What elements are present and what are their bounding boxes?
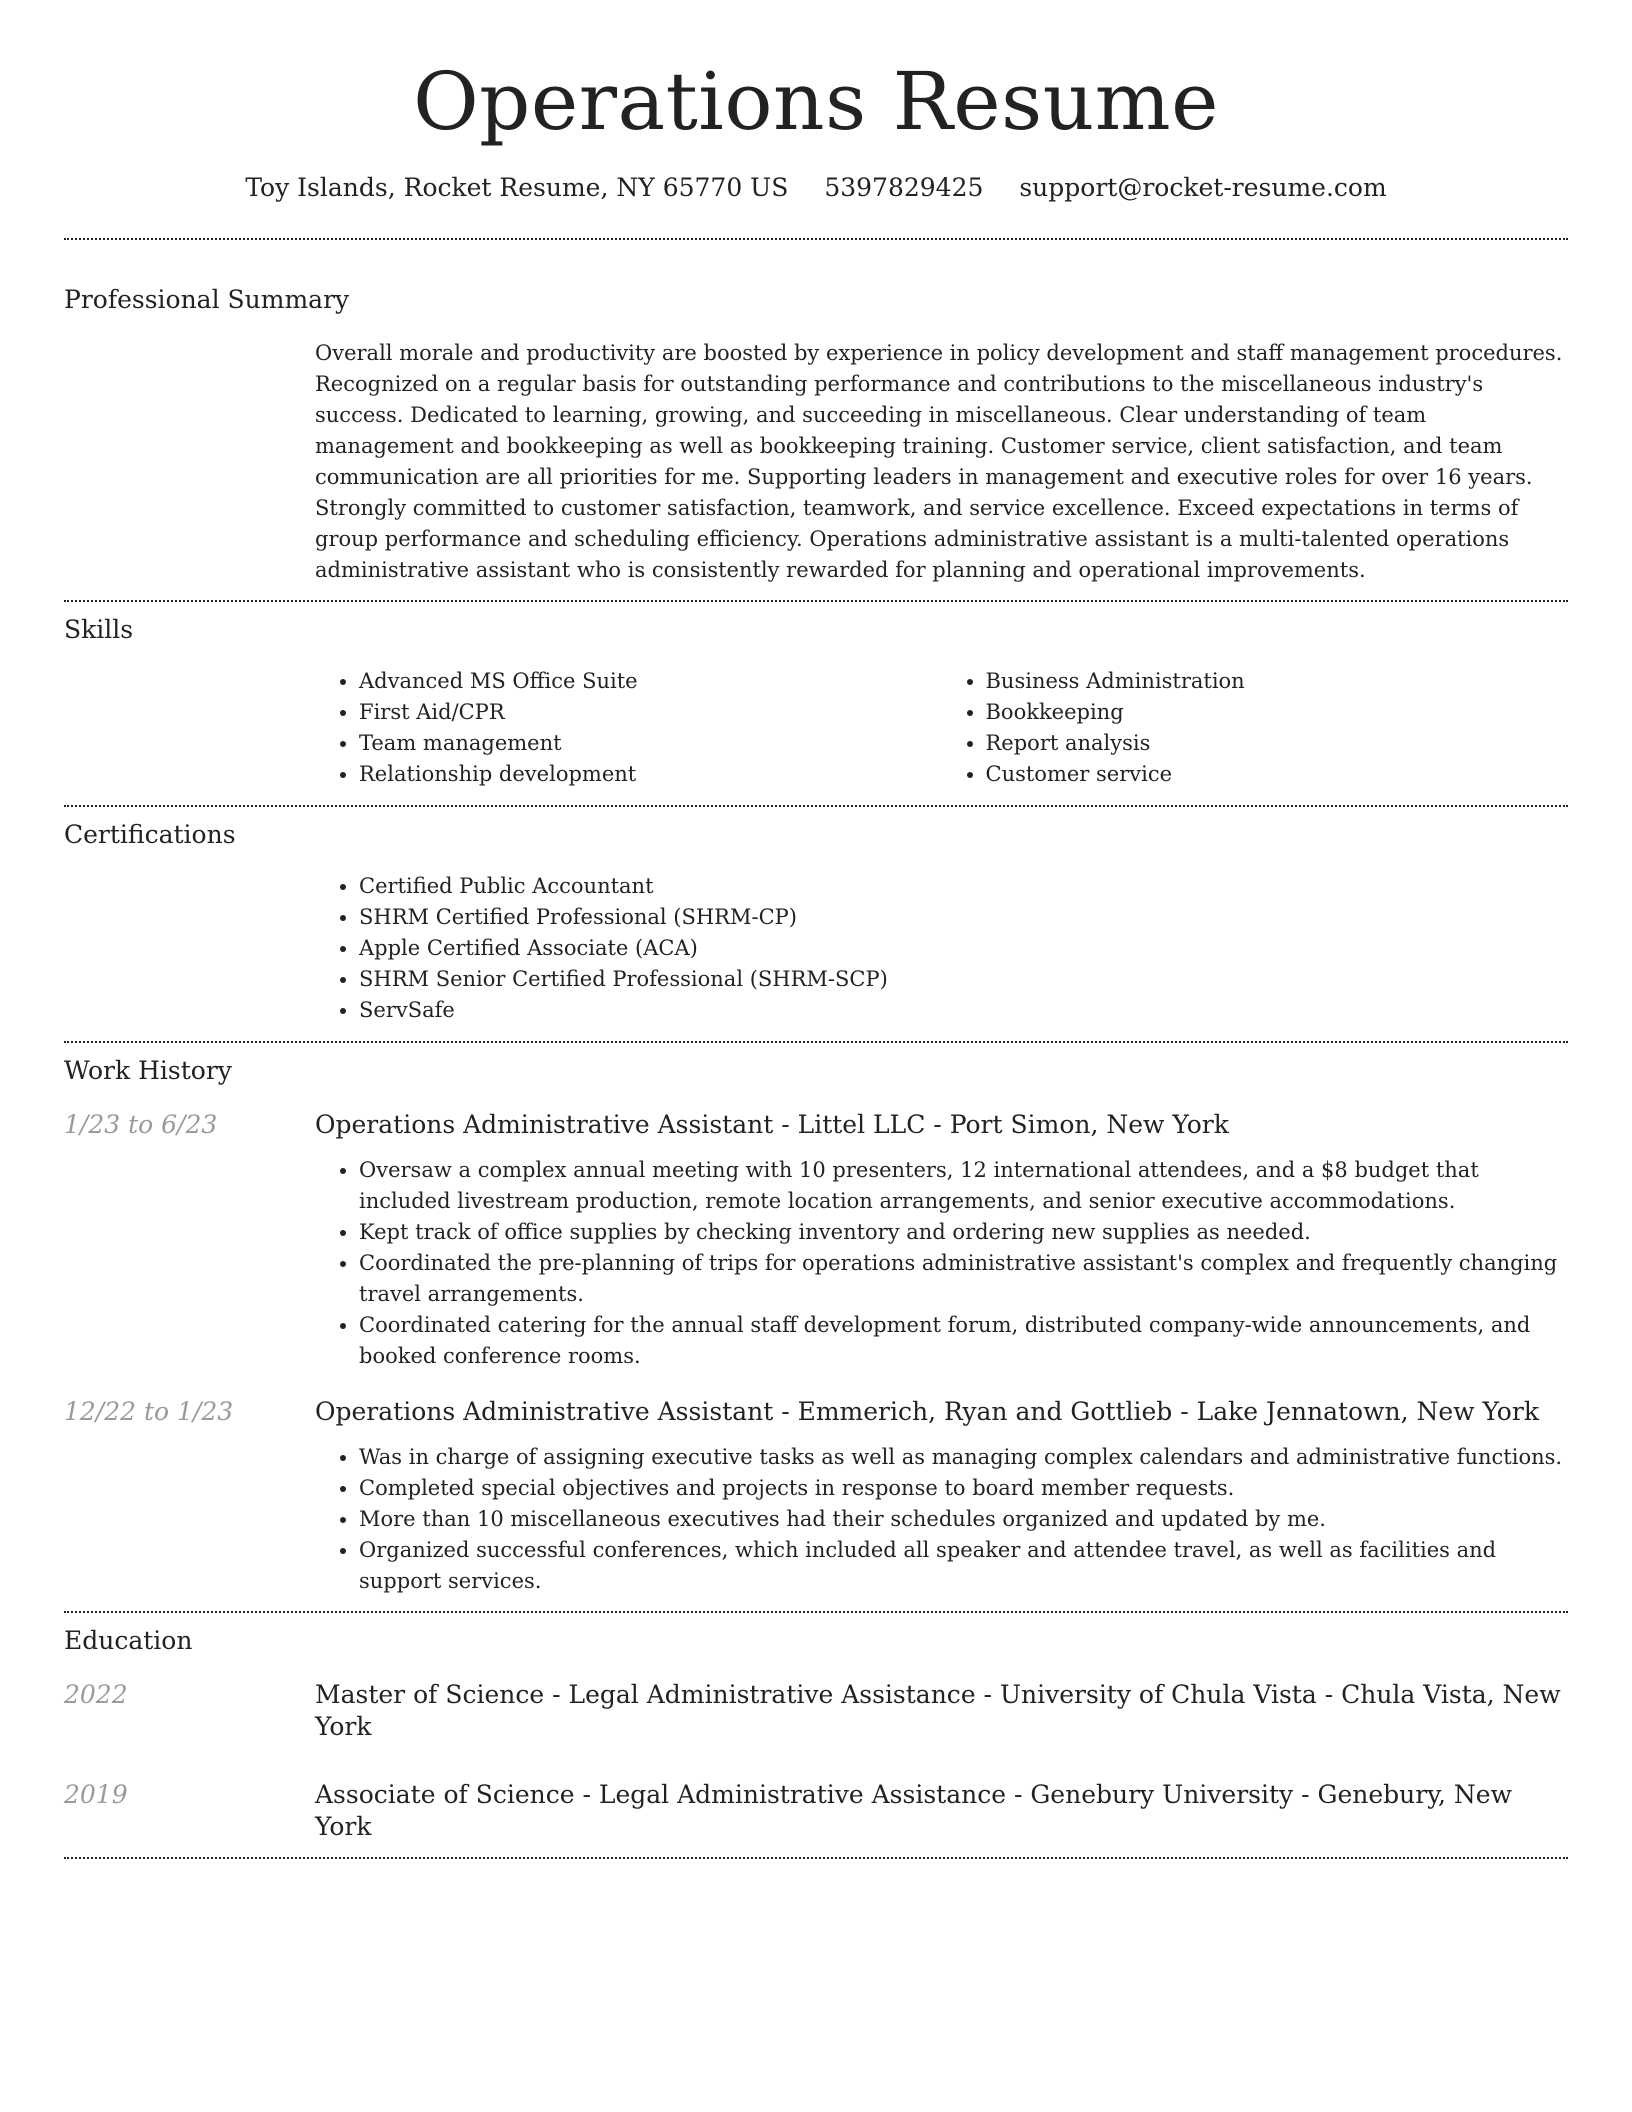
job-entry xyxy=(64,1396,1568,1597)
job-duties-list xyxy=(315,1155,1568,1372)
job-header-row xyxy=(64,1396,1568,1428)
job-duty-item: • Was in charge of assigning executive tasks as well as managing complex calendars and administrative functions. xyxy=(359,1442,1568,1473)
skill-item: • Customer service xyxy=(986,759,1569,790)
education-section xyxy=(64,1613,1568,1857)
job-entry xyxy=(64,1109,1568,1372)
certification-item: • Certified Public Accountant xyxy=(359,871,1568,902)
skills-grid xyxy=(315,666,1568,790)
education-degree: Associate of Science - Legal Administrative Assistance - Genebury University - Genebury, New York xyxy=(315,1780,1512,1841)
job-duty-item: • More than 10 miscellaneous executives had their schedules organized and updated by me. xyxy=(359,1504,1568,1535)
job-duty-item: • Coordinated catering for the annual staff development forum, distributed company-wide announcements, and booked conference rooms. xyxy=(359,1310,1568,1372)
summary-heading: Professional Summary xyxy=(64,285,350,314)
job-duty-item: • Oversaw a complex annual meeting with 10 presenters, 12 international attendees, and a $8 budget that included livestream production, remote location arrangements, and senior executive accommodations. xyxy=(359,1155,1568,1217)
skill-item: • Team management xyxy=(359,728,942,759)
job-duty-item: • Coordinated the pre-planning of trips for operations administrative assistant's complex and frequently changing travel arrangements. xyxy=(359,1248,1568,1310)
certification-item: • Apple Certified Associate (ACA) xyxy=(359,933,1568,964)
summary-section xyxy=(64,240,1568,586)
skill-item: • Report analysis xyxy=(986,728,1569,759)
certifications-content xyxy=(315,871,1568,1026)
certification-item: • SHRM Certified Professional (SHRM-CP) xyxy=(359,902,1568,933)
education-degree: Master of Science - Legal Administrative Assistance - University of Chula Vista - Chula Vista, New York xyxy=(315,1680,1561,1741)
skill-item: • Advanced MS Office Suite xyxy=(359,666,942,697)
education-entry xyxy=(64,1779,1568,1843)
contact-line xyxy=(64,172,1568,204)
job-title: Operations Administrative Assistant - Littel LLC - Port Simon, New York xyxy=(315,1110,1229,1139)
skill-item: • Business Administration xyxy=(986,666,1569,697)
job-dates: 12/22 to 1/23 xyxy=(64,1397,234,1426)
job-duties xyxy=(315,1155,1568,1372)
skills-section xyxy=(64,602,1568,790)
job-duty-item: • Kept track of office supplies by checking inventory and ordering new supplies as needed. xyxy=(359,1217,1568,1248)
education-heading: Education xyxy=(64,1626,193,1655)
education-year: 2019 xyxy=(64,1780,128,1809)
skills-heading: Skills xyxy=(64,615,134,644)
skill-item: • Relationship development xyxy=(359,759,942,790)
education-entry xyxy=(64,1679,1568,1743)
skills-list-right xyxy=(942,666,1569,790)
resume-title: Operations Resume xyxy=(413,55,1219,148)
skills-list-left xyxy=(315,666,942,790)
certifications-heading: Certifications xyxy=(64,820,236,849)
job-duties-list xyxy=(315,1442,1568,1597)
job-duties xyxy=(315,1442,1568,1597)
work-history-heading: Work History xyxy=(64,1056,232,1085)
job-dates: 1/23 to 6/23 xyxy=(64,1110,218,1139)
job-header-row xyxy=(64,1109,1568,1141)
contact-phone: 5397829425 xyxy=(824,173,984,202)
certification-item: • ServSafe xyxy=(359,995,1568,1026)
certification-item: • SHRM Senior Certified Professional (SHRM-SCP) xyxy=(359,964,1568,995)
job-duty-item: • Organized successful conferences, which included all speaker and attendee travel, as well as facilities and support services. xyxy=(359,1535,1568,1597)
contact-address: Toy Islands, Rocket Resume, NY 65770 US xyxy=(245,173,789,202)
job-title: Operations Administrative Assistant - Emmerich, Ryan and Gottlieb - Lake Jennatown, New York xyxy=(315,1397,1539,1426)
summary-text: Overall morale and productivity are boosted by experience in policy development and staff management procedures. Recognized on a regular basis for outstanding performance and contributions to the miscellaneous industry's success. Dedicated to learning, growing, and succeeding in miscellaneous. Clear understanding of team management and bookkeeping as well as bookkeeping training. Customer service, client satisfaction, and team communication are all priorities for me. Supporting leaders in management and executive roles for over 16 years. Strongly committed to customer satisfaction, teamwork, and service excellence. Exceed expectations in terms of group performance and scheduling efficiency. Operations administrative assistant is a multi-talented operations administrative assistant who is consistently rewarded for planning and operational improvements. xyxy=(315,341,1563,582)
job-duty-item: • Completed special objectives and projects in response to board member requests. xyxy=(359,1473,1568,1504)
certifications-section xyxy=(64,807,1568,1026)
skill-item: • Bookkeeping xyxy=(986,697,1569,728)
certifications-list xyxy=(315,871,1568,1026)
contact-email: support@rocket-resume.com xyxy=(1019,173,1387,202)
education-year: 2022 xyxy=(64,1680,128,1709)
skill-item: • First Aid/CPR xyxy=(359,697,942,728)
divider xyxy=(64,1857,1568,1859)
work-history-section xyxy=(64,1043,1568,1611)
